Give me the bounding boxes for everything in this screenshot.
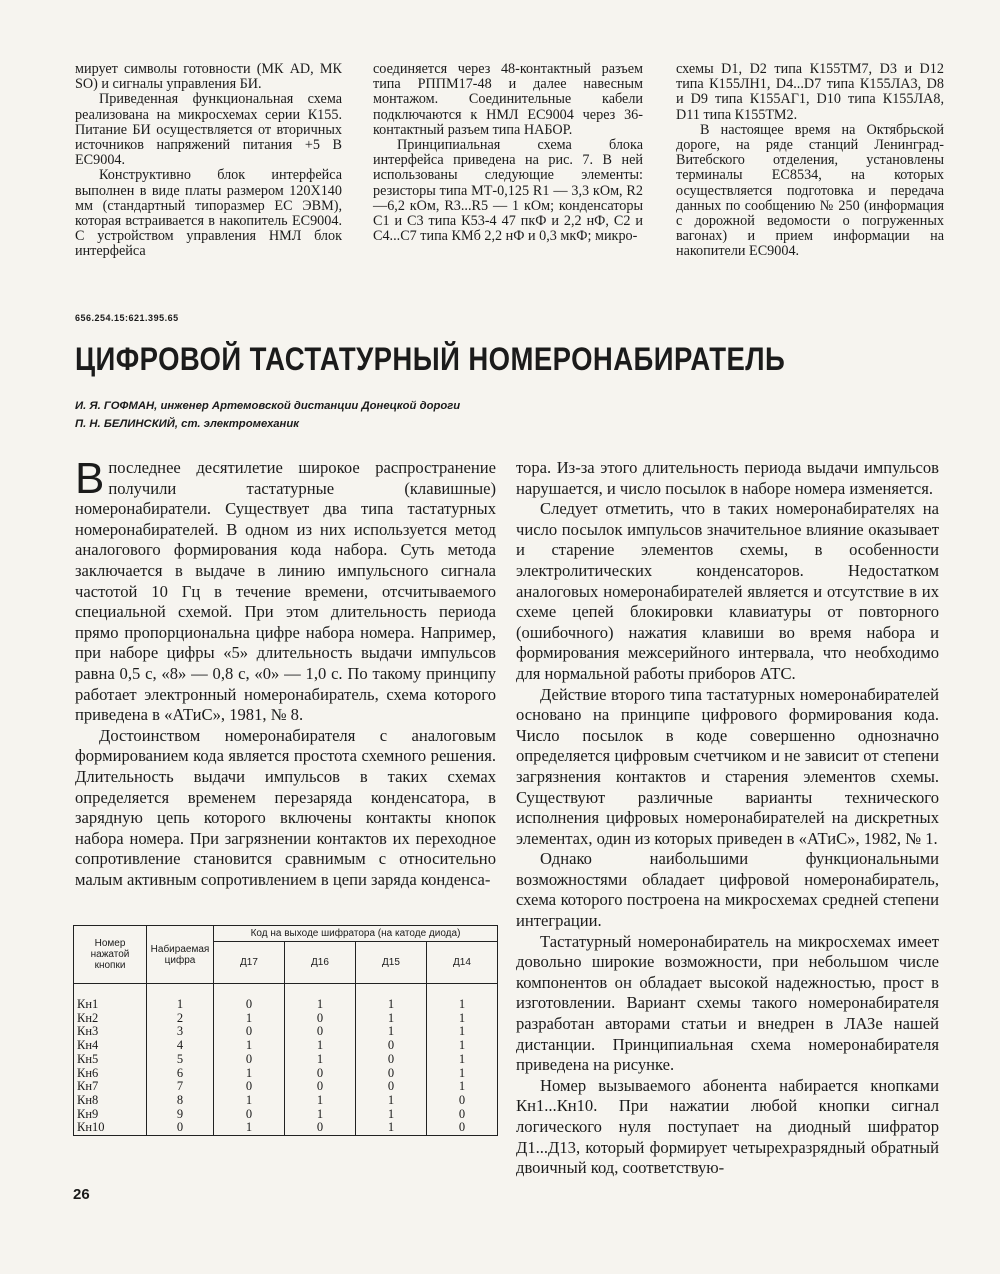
header-code: Код на выходе шифратора (на катоде диода) xyxy=(214,926,498,942)
top-column-2 xyxy=(373,62,643,244)
paragraph: Достоинством номеронабирателя с аналоговым формированием кода является простота схемного решения. Длительность выдачи импульсов в таких схемах определяется временем перезаряда конденсатора, в зарядную цепь которого включены контакты кнопок набора номера. При загрязнении контактов их переходное сопротивление становится сравнимым с относительно малым активным сопротивлением в цепи заряда конденса- xyxy=(75,725,496,889)
cell-code-bit: 1 xyxy=(355,1025,426,1039)
paragraph: схемы D1, D2 типа К155ТМ7, D3 и D12 типа К155ЛН1, D4...D7 типа К155ЛА3, D8 и D9 типа К155АГ1, D10 типа К155ЛА8, D11 типа К155ТМ2. xyxy=(676,61,944,123)
cell-code-bit: 0 xyxy=(284,1067,355,1081)
article-title: ЦИФРОВОЙ ТАСТАТУРНЫЙ НОМЕРОНАБИРАТЕЛЬ xyxy=(75,341,786,377)
cell-digit: 2 xyxy=(147,1012,214,1026)
paragraph: Конструктивно блок интерфейса выполнен в виде платы размером 120Х140 мм (стандартный типоразмер ЕС ЭВМ), которая встраивается в накопитель ЕС9004. С устройством управления НМЛ блок интерфейса xyxy=(75,167,342,260)
cell-code-bit: 0 xyxy=(214,1080,285,1094)
cell-code-bit: 1 xyxy=(426,1039,497,1053)
cell-code-bit: 1 xyxy=(355,1094,426,1108)
paragraph-text: последнее десятилетие широкое распространение получили тастатурные (клавишные) номеронабиратели. Существует два типа тастатурных номеронабирателей. В одном из них используется метод аналогового формирования кода набора. Суть метода заключается в выдаче в линию импульсного сигнала частотой 10 Гц в течение времени, отсчитываемого специальной схемой. При этом длительность периода прямо пропорциональна цифре набора номера. Например, при наборе цифры «5» длительность выдачи импульсов равна 0,5 с, «8» — 0,8 с, «0» — 1,0 с. По такому принципу работает электронный номеронабиратель, схема которого приведена в «АТиС», 1981, № 8. xyxy=(75,458,496,725)
cell-code-bit: 1 xyxy=(355,1121,426,1135)
cell-digit: 0 xyxy=(147,1121,214,1135)
code-table xyxy=(73,925,498,1136)
paragraph: Принципиальная схема блока интерфейса приведена на рис. 7. В ней использованы следующие элементы: резисторы типа МТ-0,125 R1 — 3,3 кОм, R2—6,2 кОм, R3...R5 — 1 кОм; конденсаторы С1 и С3 типа К53-4 47 пкФ и 2,2 нФ, С2 и С4...С7 типа КМб 2,2 нФ и 0,3 мкФ; микро- xyxy=(373,137,643,245)
table-row xyxy=(74,1039,498,1053)
cell-digit: 7 xyxy=(147,1080,214,1094)
table-row xyxy=(74,1121,498,1135)
cell-digit: 6 xyxy=(147,1067,214,1081)
cell-code-bit: 0 xyxy=(426,1108,497,1122)
cell-code-bit: 0 xyxy=(284,1080,355,1094)
cell-code-bit: 0 xyxy=(355,1067,426,1081)
table-row xyxy=(74,1012,498,1026)
paragraph: мирует символы готовности (МК AD, МК SO) и сигналы управления БИ. xyxy=(75,61,342,93)
cell-code-bit: 1 xyxy=(214,1121,285,1135)
cell-code-bit: 0 xyxy=(284,1121,355,1135)
header-diode: Д15 xyxy=(355,942,426,984)
cell-button: Кн3 xyxy=(74,1025,147,1039)
paragraph: тора. Из-за этого длительность периода выдачи импульсов нарушается, и число посылок в наборе номера изменяется. xyxy=(516,458,939,498)
cell-code-bit: 1 xyxy=(355,984,426,1012)
paragraph: Приведенная функциональная схема реализована на микросхемах серии К155. Питание БИ осуществляется от вторичных источников напряжений питания +5 В ЕС9004. xyxy=(75,91,342,169)
cell-code-bit: 1 xyxy=(355,1012,426,1026)
cell-code-bit: 1 xyxy=(284,1108,355,1122)
paragraph: Номер вызываемого абонента набирается кнопками Кн1...Кн10. При нажатии любой кнопки сигнал логического нуля поступает на диодный шифратор Д1...Д13, который формирует четырехразрядный обратный двоичный код, соответствую- xyxy=(516,1075,939,1178)
cell-digit: 4 xyxy=(147,1039,214,1053)
cell-code-bit: 1 xyxy=(426,1012,497,1026)
cell-code-bit: 1 xyxy=(214,1067,285,1081)
cell-code-bit: 0 xyxy=(426,1121,497,1135)
cell-button: Кн6 xyxy=(74,1067,147,1081)
cell-digit: 8 xyxy=(147,1094,214,1108)
header-button: Номер нажатой кнопки xyxy=(74,926,147,984)
cell-code-bit: 0 xyxy=(214,1053,285,1067)
cell-digit: 1 xyxy=(147,984,214,1012)
table-row xyxy=(74,1080,498,1094)
author-line: П. Н. БЕЛИНСКИЙ, ст. электромеханик xyxy=(75,418,299,430)
cell-digit: 5 xyxy=(147,1053,214,1067)
table-row xyxy=(74,1094,498,1108)
cell-code-bit: 0 xyxy=(355,1080,426,1094)
cell-button: Кн5 xyxy=(74,1053,147,1067)
paragraph: Однако наибольшими функциональными возможностями обладает цифровой номеронабиратель, схема которого построена на микросхемах средней степени интеграции. xyxy=(516,849,939,931)
paragraph: Тастатурный номеронабиратель на микросхемах имеет довольно широкие возможности, при небольшом числе компонентов он обладает высокой надежностью, прост в изготовлении. Вариант схемы такого номеронабирателя разработан авторами статьи и внедрен в ЛАЗе нашей дистанции. Принципиальная схема номеронабирателя приведена на рисунке. xyxy=(516,931,939,1075)
table-row xyxy=(74,1108,498,1122)
header-diode: Д14 xyxy=(426,942,497,984)
top-column-3 xyxy=(676,62,944,260)
cell-code-bit: 1 xyxy=(284,1094,355,1108)
header-diode: Д17 xyxy=(214,942,285,984)
cell-code-bit: 1 xyxy=(426,1025,497,1039)
cell-button: Кн8 xyxy=(74,1094,147,1108)
udc-code: 656.254.15:621.395.65 xyxy=(75,313,179,323)
cell-code-bit: 1 xyxy=(355,1108,426,1122)
cell-code-bit: 1 xyxy=(214,1039,285,1053)
cell-code-bit: 1 xyxy=(426,1053,497,1067)
page-number: 26 xyxy=(73,1186,90,1203)
cell-code-bit: 1 xyxy=(214,1094,285,1108)
cell-code-bit: 1 xyxy=(426,1080,497,1094)
paragraph: Следует отметить, что в таких номеронабирателях на число посылок импульсов значительное влияние оказывает и старение элементов схемы, в особенности электролитических конденсаторов. Недостатком аналоговых номеронабирателей является и отсутствие в их схеме цепей блокировки клавиатуры от повторного (ошибочного) нажатия клавиши во время набора и формирования межсерийного интервала, что необходимо для нормальной работы приборов АТС. xyxy=(516,499,939,683)
cell-code-bit: 0 xyxy=(284,1012,355,1026)
cell-code-bit: 0 xyxy=(214,1108,285,1122)
cell-button: Кн4 xyxy=(74,1039,147,1053)
table-row xyxy=(74,1067,498,1081)
paragraph xyxy=(75,454,496,726)
cell-code-bit: 1 xyxy=(284,1053,355,1067)
table-row xyxy=(74,1053,498,1067)
cell-code-bit: 0 xyxy=(355,1039,426,1053)
cell-digit: 3 xyxy=(147,1025,214,1039)
body-column-right xyxy=(516,458,939,1179)
cell-button: Кн10 xyxy=(74,1121,147,1135)
paragraph: В настоящее время на Октябрьской дороге, на ряде станций Ленинград-Витебского отделения, установлены терминалы ЕС8534, на которых осуществляется подготовка и передача данных по сообщению № 250 (информация с дорожной ведомости о погруженных вагонах) и прием информации на накопители ЕС9004. xyxy=(676,121,944,260)
cell-code-bit: 0 xyxy=(426,1094,497,1108)
cell-button: Кн9 xyxy=(74,1108,147,1122)
cell-button: Кн7 xyxy=(74,1080,147,1094)
cell-code-bit: 0 xyxy=(214,984,285,1012)
cell-code-bit: 1 xyxy=(284,984,355,1012)
cell-code-bit: 0 xyxy=(355,1053,426,1067)
cell-button: Кн1 xyxy=(74,984,147,1012)
author-line: И. Я. ГОФМАН, инженер Артемовской дистанции Донецкой дороги xyxy=(75,400,461,412)
header-diode: Д16 xyxy=(284,942,355,984)
drop-cap: В xyxy=(75,454,105,503)
cell-code-bit: 1 xyxy=(426,1067,497,1081)
cell-code-bit: 1 xyxy=(426,984,497,1012)
top-column-1 xyxy=(75,62,342,260)
header-digit: Набираемая цифра xyxy=(147,926,214,984)
table-row xyxy=(74,984,498,1012)
body-column-left xyxy=(75,454,496,890)
cell-button: Кн2 xyxy=(74,1012,147,1026)
paragraph: Действие второго типа тастатурных номеронабирателей основано на принципе цифрового формирования кода. Число посылок в коде совершенно однозначно определяется цифровым счетчиком и не зависит от степени загрязнения контактов и старения элементов схемы. Существуют различные варианты технического исполнения цифровых номеронабирателей на дискретных элементах, один из которых приведен в «АТиС», 1982, № 1. xyxy=(516,684,939,848)
table-row xyxy=(74,1025,498,1039)
paragraph: соединяется через 48-контактный разъем типа РППМ17-48 и далее навесным монтажом. Соединительные кабели подключаются к НМЛ ЕС9004 через 36-контактный разъем типа НАБОР. xyxy=(373,61,643,138)
cell-code-bit: 0 xyxy=(284,1025,355,1039)
cell-code-bit: 1 xyxy=(284,1039,355,1053)
cell-digit: 9 xyxy=(147,1108,214,1122)
cell-code-bit: 1 xyxy=(214,1012,285,1026)
cell-code-bit: 0 xyxy=(214,1025,285,1039)
